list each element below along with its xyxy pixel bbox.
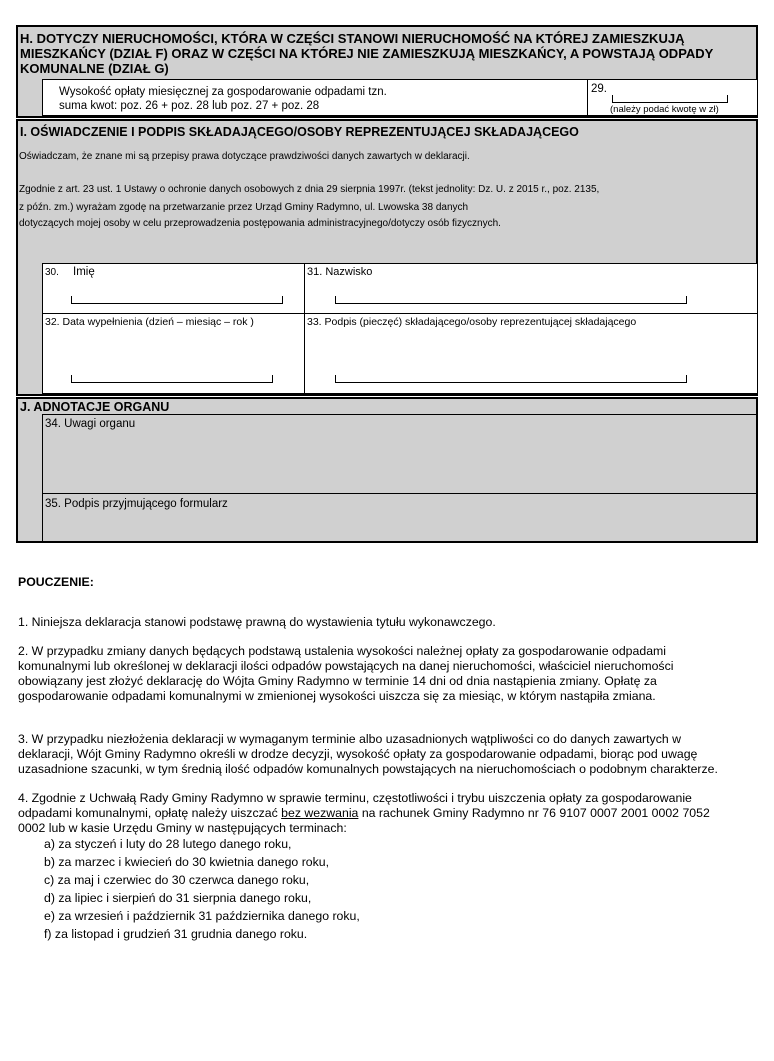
schedule-item: f) za listopad i grudzień 31 grudnia danego roku. — [44, 927, 308, 941]
consent-line-2: z późn. zm.) wyrażam zgodę na przetwarzanie przez Urząd Gminy Radymno, ul. Lwowska 38 danych — [19, 202, 469, 213]
instruction-4-text: odpadami komunalnymi, opłatę należy uiszczać — [18, 806, 282, 820]
field-32[interactable] — [43, 314, 305, 393]
field-29-number: 29. — [591, 83, 607, 95]
field-32-input-line[interactable] — [71, 375, 273, 383]
field-31-label: 31. Nazwisko — [307, 266, 373, 278]
signature-grid — [42, 263, 758, 394]
instruction-3-line: deklaracji, Wójt Gminy Radymno określi w drodze decyzji, wysokość opłaty za gospodarowanie odpadami, biorąc pod uwagę — [18, 747, 698, 761]
schedule-item: c) za maj i czerwiec do 30 czerwca danego roku, — [44, 873, 310, 887]
instruction-2-line: gospodarowanie odpadami komunalnymi w zmienionej wysokości uiszcza się za miesiąc, w którym nastąpiła zmiana. — [18, 689, 656, 703]
instruction-4-line — [18, 806, 758, 821]
section-i — [16, 119, 758, 396]
fee-label-line2: suma kwot: poz. 26 + poz. 28 lub poz. 27 + poz. 28 — [59, 100, 320, 112]
instruction-2-line: 2. W przypadku zmiany danych będących podstawą ustalenia wysokości należnej opłaty za gospodarowanie odpadami — [18, 644, 667, 658]
field-30[interactable] — [43, 264, 305, 314]
instruction-1: 1. Niniejsza deklaracja stanowi podstawę prawną do wystawienia tytułu wykonawczego. — [18, 615, 496, 629]
instruction-4 — [18, 791, 758, 836]
instruction-2-line: komunalnymi lub określonej w deklaracji ilości odpadów powstających na danej nieruchomości, właściciel nieruchomości — [18, 659, 674, 673]
field-35[interactable] — [42, 493, 758, 541]
section-j — [16, 397, 758, 543]
field-31[interactable] — [305, 264, 757, 314]
field-29-hint: (należy podać kwotę w zł) — [610, 104, 719, 115]
field-33-input-line[interactable] — [335, 375, 687, 383]
field-33-label: 33. Podpis (pieczęć) składającego/osoby reprezentującej składającego — [307, 316, 637, 328]
consent-line-3: dotyczących mojej osoby w celu przeprowadzenia postępowania administracyjnego/dotyczy osób fizycznych. — [19, 218, 501, 229]
fee-row — [42, 79, 758, 116]
instruction-4-line: 4. Zgodnie z Uchwałą Rady Gminy Radymno w sprawie terminu, częstotliwości i trybu uiszczenia opłaty za gospodarowanie — [18, 791, 692, 805]
instructions-heading: POUCZENIE: — [18, 575, 94, 589]
section-j-title: J. ADNOTACJE ORGANU — [20, 400, 170, 414]
schedule-item: b) za marzec i kwiecień do 30 kwietnia danego roku, — [44, 855, 330, 869]
fee-label-line1: Wysokość opłaty miesięcznej za gospodarowanie odpadami tzn. — [59, 86, 387, 98]
instruction-3-line: uzasadnione szacunki, w tym średnią ilość odpadów komunalnych powstających na nieruchomościach o podobnym charakterze. — [18, 762, 718, 776]
section-i-title: I. OŚWIADCZENIE I PODPIS SKŁADAJĄCEGO/OSOBY REPREZENTUJĄCEJ SKŁADAJĄCEGO — [20, 125, 579, 139]
statement-text: Oświadczam, że znane mi są przepisy prawa dotyczące prawdziwości danych zawartych w deklaracji. — [19, 151, 470, 162]
instruction-4-line: 0002 lub w kasie Urzędu Gminy w następujących terminach: — [18, 821, 347, 835]
instruction-2-line: obowiązany jest złożyć deklarację do Wójta Gminy Radymno w terminie 14 dni od dnia nastąpienia zmiany. Opłatę za — [18, 674, 657, 688]
field-29[interactable] — [587, 80, 758, 115]
field-34-label: 34. Uwagi organu — [45, 418, 136, 430]
field-29-input-line[interactable] — [612, 95, 728, 103]
schedule-item: d) za lipiec i sierpień do 31 sierpnia danego roku, — [44, 891, 312, 905]
field-30-input-line[interactable] — [71, 296, 283, 304]
field-35-label: 35. Podpis przyjmującego formularz — [45, 498, 228, 510]
instruction-2 — [18, 644, 758, 704]
section-h-title: H. DOTYCZY NIERUCHOMOŚCI, KTÓRA W CZĘŚCI STANOWI NIERUCHOMOŚĆ NA KTÓREJ ZAMIESZKUJĄ MIESZKAŃCY (DZIAŁ F) ORAZ W CZĘŚCI NA KTÓREJ NIE ZAMIESZKUJĄ MIESZKAŃCY, A POWSTAJĄ ODPADY KOMUNALNE (DZIAŁ G) — [20, 31, 714, 76]
schedule-item: e) za wrzesień i październik 31 października danego roku, — [44, 909, 360, 923]
instruction-3-line: 3. W przypadku niezłożenia deklaracji w wymaganym terminie albo uzasadnionych wątpliwości co do danych zawartych w — [18, 732, 681, 746]
field-30-label: Imię — [73, 266, 95, 278]
instruction-3 — [18, 732, 758, 777]
section-h — [16, 25, 758, 118]
field-30-number: 30. — [45, 267, 59, 278]
instruction-4-text: na rachunek Gminy Radymno nr 76 9107 0007 2001 0002 7052 — [358, 806, 710, 820]
schedule-item: a) za styczeń i luty do 28 lutego danego roku, — [44, 837, 292, 851]
field-33[interactable] — [305, 314, 757, 393]
field-32-label: 32. Data wypełnienia (dzień – miesiąc – rok ) — [45, 316, 254, 328]
no-summons-underlined: bez wezwania — [281, 806, 359, 820]
field-31-input-line[interactable] — [335, 296, 687, 304]
field-34[interactable] — [42, 414, 758, 494]
consent-line-1: Zgodnie z art. 23 ust. 1 Ustawy o ochronie danych osobowych z dnia 29 sierpnia 1997r. (tekst jednolity: Dz. U. z 2015 r., poz. 2135, — [19, 184, 600, 195]
